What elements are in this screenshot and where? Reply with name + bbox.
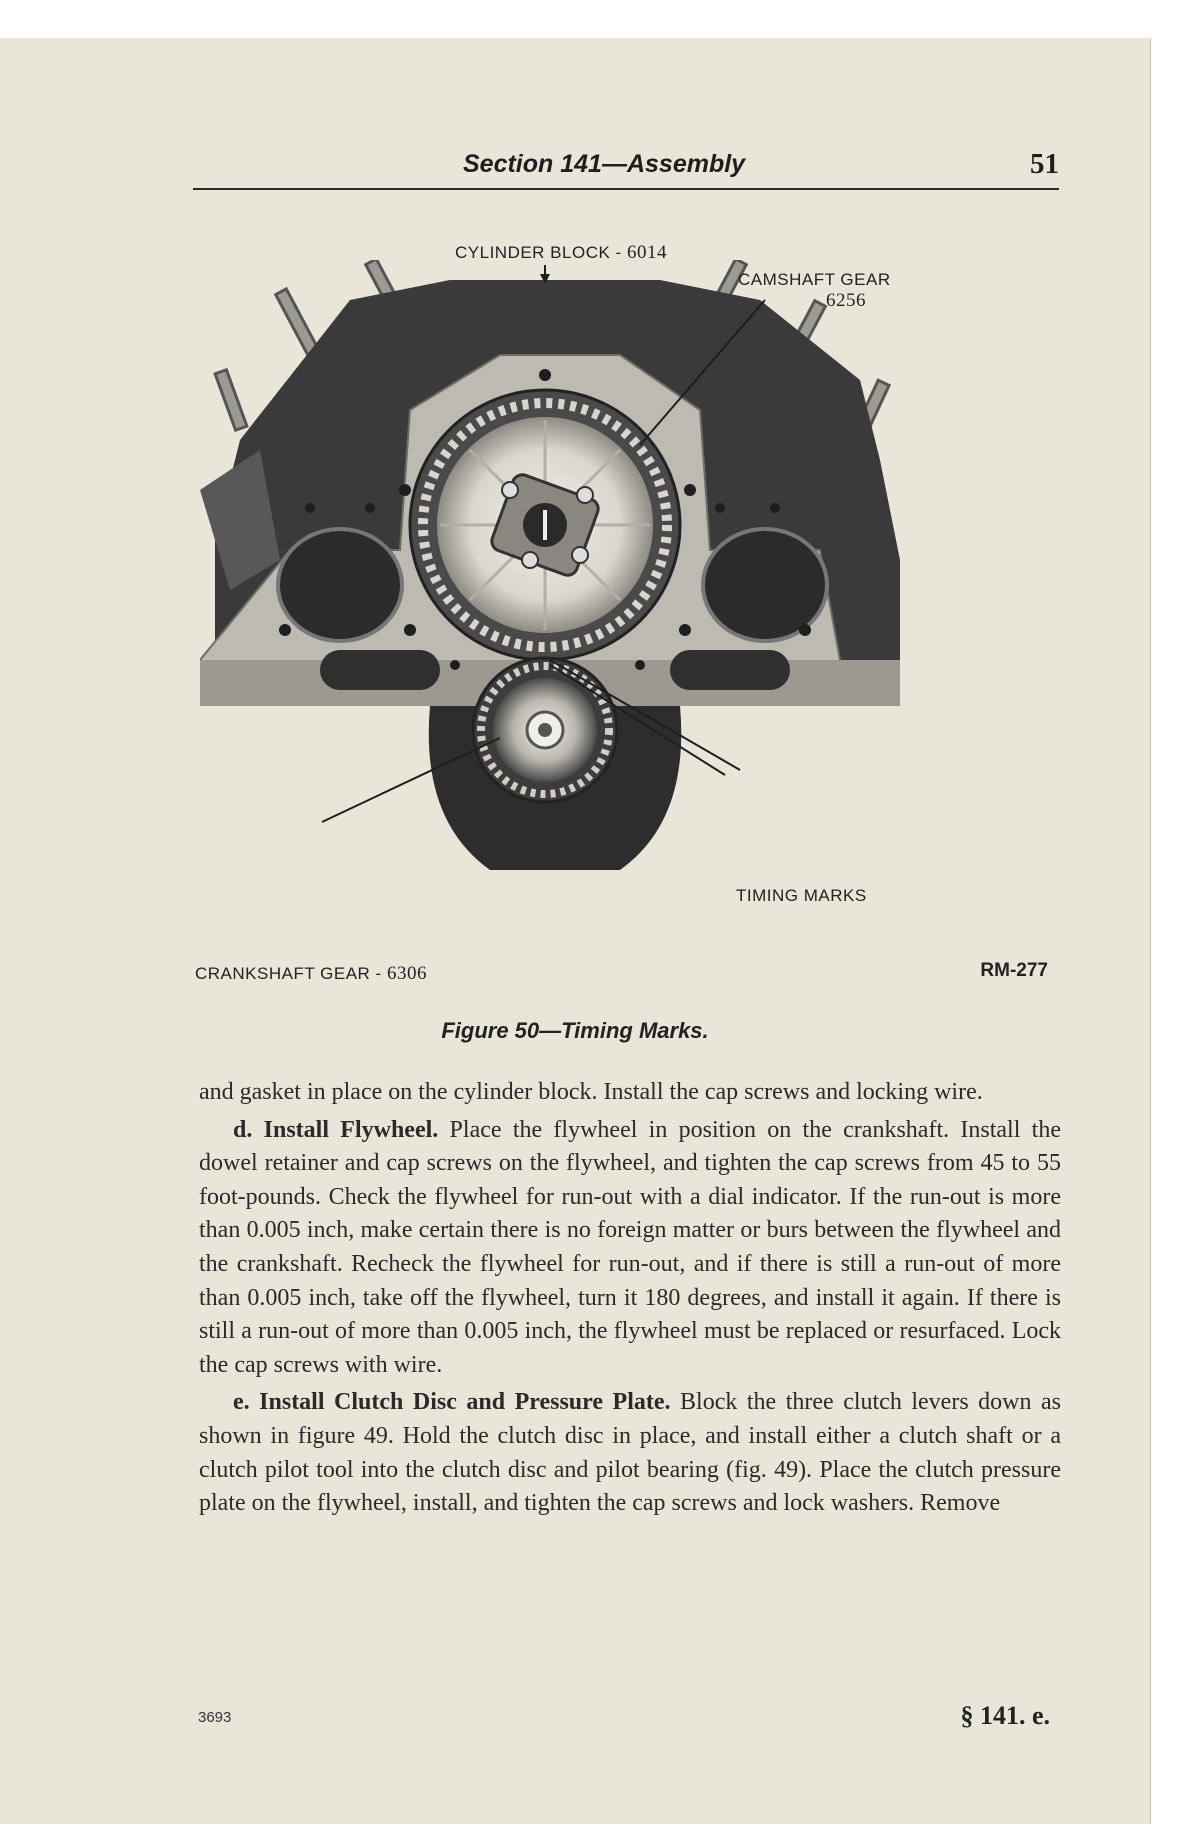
text-install-flywheel: Place the flywheel in position on the crankshaft. Install the dowel retainer and cap screws on the flywheel, and tighten the cap screws from 45 to 55 foot-pounds. Check the flywheel for run-out with a dial indicator. If the run-out is more than 0.005 inch, make certain there is no foreign matter or burs between the flywheel and the crankshaft. Recheck the flywheel for run-out, and if there is still a run-out of more than 0.005 inch, take off the flywheel, turn it 180 degrees, and install it again. If there is still a run-out of more than 0.005 inch, the flywheel must be replaced or resurfaced. Lock the cap screws with wire. [199, 1116, 1061, 1378]
manual-page [0, 38, 1151, 1824]
figure-timing-marks [195, 242, 1060, 1000]
text-install-clutch: Block the three clutch levers down as shown in figure 49. Hold the clutch disc in place, and install either a clutch shaft or a clutch pilot tool into the clutch disc and pilot bearing (fig. 49). Place the clutch pressure plate on the flywheel, install, and tighten the cap screws and lock washers. Remove [199, 1389, 1062, 1517]
paragraph-install-clutch [199, 1386, 1061, 1520]
figure-reference: RM-277 [980, 960, 1048, 981]
page-number: 51 [1030, 148, 1059, 180]
right-bore [703, 529, 827, 641]
label-crankshaft-gear-number: 6306 [386, 963, 427, 984]
section-title: Section 141—Assembly [463, 150, 746, 178]
heading-install-flywheel: d. Install Flywheel. [233, 1116, 439, 1143]
label-cylinder-block-number: 6014 [626, 242, 667, 263]
paragraph-install-flywheel [199, 1114, 1061, 1383]
label-crankshaft-gear-text: CRANKSHAFT GEAR - [195, 964, 387, 983]
paragraph-1: and gasket in place on the cylinder block. Install the cap screws and locking wire. [199, 1079, 983, 1105]
body-text [199, 1076, 1061, 1525]
left-bore [278, 529, 402, 641]
label-timing-marks: TIMING MARKS [736, 886, 867, 905]
label-cylinder-block-text: CYLINDER BLOCK - [455, 243, 627, 262]
footer-section-ref: § 141. e. [960, 1701, 1050, 1730]
label-cylinder-block [455, 242, 667, 264]
label-camshaft-gear-number: 6256 [826, 290, 866, 311]
page-header [193, 146, 1059, 190]
footer-code: 3693 [198, 1709, 232, 1726]
heading-install-clutch: e. Install Clutch Disc and Pressure Plate. [233, 1389, 671, 1416]
label-camshaft-gear [738, 270, 891, 312]
label-crankshaft-gear [195, 963, 427, 985]
figure-caption: Figure 50—Timing Marks. [441, 1018, 709, 1043]
engine-block-illustration [200, 260, 1060, 1000]
label-camshaft-gear-text: CAMSHAFT GEAR [738, 270, 891, 289]
